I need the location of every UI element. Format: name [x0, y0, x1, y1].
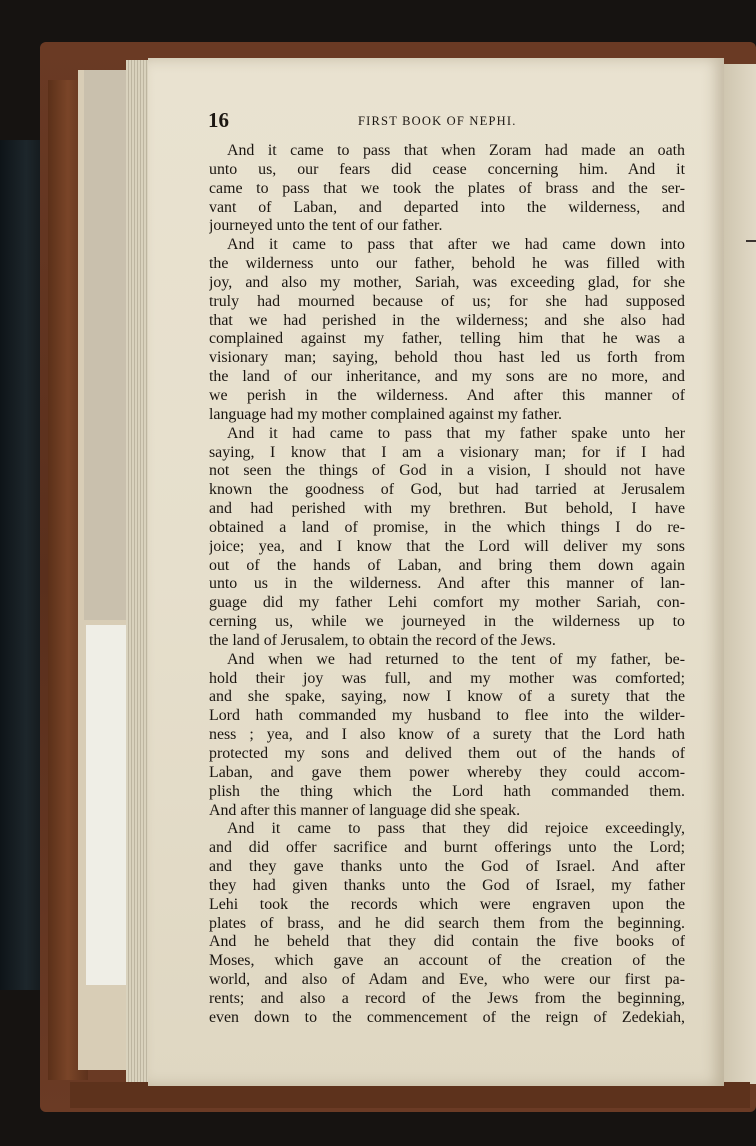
- text-line: Lehi took the records which were engraven upon the: [209, 895, 685, 913]
- text-line: visionary man; saying, behold thou hast led us forth from: [209, 349, 685, 367]
- text-line: they had given thanks unto the God of Israel, my father: [209, 876, 685, 894]
- page-header: [208, 108, 688, 138]
- text-line: and did offer sacrifice and burnt offerings unto the Lord;: [209, 839, 685, 857]
- facing-page-edge: [724, 64, 756, 1084]
- text-line: and she spake, saying, now I know of a surety that the: [209, 688, 685, 706]
- text-line: not seen the things of God in a vision, I should not have: [209, 462, 685, 480]
- text-line: truly had mourned because of us; for she had supposed: [209, 292, 685, 310]
- text-line: world, and also of Adam and Eve, who were our first pa-: [209, 971, 685, 989]
- text-line: vant of Laban, and departed into the wilderness, and: [209, 198, 685, 216]
- text-line: even down to the commencement of the reign of Zedekiah,: [209, 1008, 685, 1026]
- text-line: language had my mother complained against my father.: [209, 405, 563, 423]
- text-line: joy, and also my mother, Sariah, was exceeding glad, for she: [209, 273, 685, 291]
- text-line: that we had perished in the wilderness; and she also had: [209, 311, 685, 329]
- text-line: complained against my father, telling him that he was a: [209, 330, 685, 348]
- text-line: And it came to pass that when Zoram had made an oath: [227, 142, 685, 159]
- text-line: obtained a land of promise, in the which things I do re-: [209, 518, 685, 536]
- text-line: came to pass that we took the plates of brass and the ser-: [209, 179, 685, 197]
- text-line: plates of brass, and he did search them from the beginning.: [209, 914, 685, 932]
- text-line: And it came to pass that they did rejoice exceedingly,: [227, 820, 685, 838]
- text-line: And after this manner of language did she speak.: [209, 801, 521, 819]
- text-line: joice; yea, and I know that the Lord will deliver my sons: [209, 537, 685, 555]
- text-line: And he beheld that they did contain the five books of: [209, 933, 685, 951]
- background-board: [0, 140, 44, 990]
- text-line: known the goodness of God, but had tarried at Jerusalem: [209, 481, 685, 499]
- inserted-paper-slip: [86, 625, 130, 985]
- text-line: journeyed unto the tent of our father.: [209, 217, 443, 235]
- text-line: Lord hath commanded my husband to flee into the wilder-: [209, 707, 685, 725]
- text-line: out of the hands of Laban, and bring them down again: [209, 556, 685, 574]
- text-line: unto us, our fears did cease concerning him. And it: [209, 160, 685, 178]
- text-line: protected my sons and delived them out of the hands of: [209, 745, 685, 762]
- text-line: And when we had returned to the tent of my father, be-: [227, 650, 685, 668]
- text-line: hold their joy was full, and my mother was comforted;: [209, 669, 685, 687]
- text-line: guage did my father Lehi comfort my mother Sariah, con-: [209, 594, 685, 612]
- text-line: the wilderness unto our father, behold he was filled with: [209, 255, 685, 273]
- text-line: saying, I know that I am a visionary man; for if I had: [209, 443, 685, 461]
- running-head: FIRST BOOK OF NEPHI.: [358, 114, 517, 128]
- text-line: plish the thing which the Lord hath commanded them.: [209, 782, 685, 800]
- endpaper-shadow: [84, 70, 130, 620]
- text-line: we perish in the wilderness. And after this manner of: [209, 386, 685, 404]
- text-line: and they gave thanks unto the God of Israel. And after: [209, 858, 685, 876]
- text-line: rents; and also a record of the Jews from the beginning,: [209, 989, 685, 1007]
- text-line: Moses, which gave an account of the creation of the: [209, 952, 685, 970]
- text-line: unto us in the wilderness. And after this manner of lan-: [209, 575, 685, 593]
- text-line: And it had came to pass that my father spake unto her: [227, 424, 685, 442]
- facing-page-mark: [746, 240, 756, 242]
- text-line: cerning us, while we journeyed in the wilderness up to: [209, 613, 685, 631]
- text-line: and had perished with my brethren. But behold, I have: [209, 500, 685, 518]
- body-text: [209, 142, 685, 1028]
- page-number: 16: [208, 108, 229, 132]
- text-line: ness ; yea, and I also know of a surety that the Lord hath: [209, 726, 685, 744]
- text-line: And it came to pass that after we had came down into: [227, 236, 685, 254]
- text-line: Laban, and gave them power whereby they could accom-: [209, 763, 685, 781]
- text-line: the land of our inheritance, and my sons are no more, and: [209, 368, 685, 386]
- text-line: the land of Jerusalem, to obtain the record of the Jews.: [209, 631, 556, 649]
